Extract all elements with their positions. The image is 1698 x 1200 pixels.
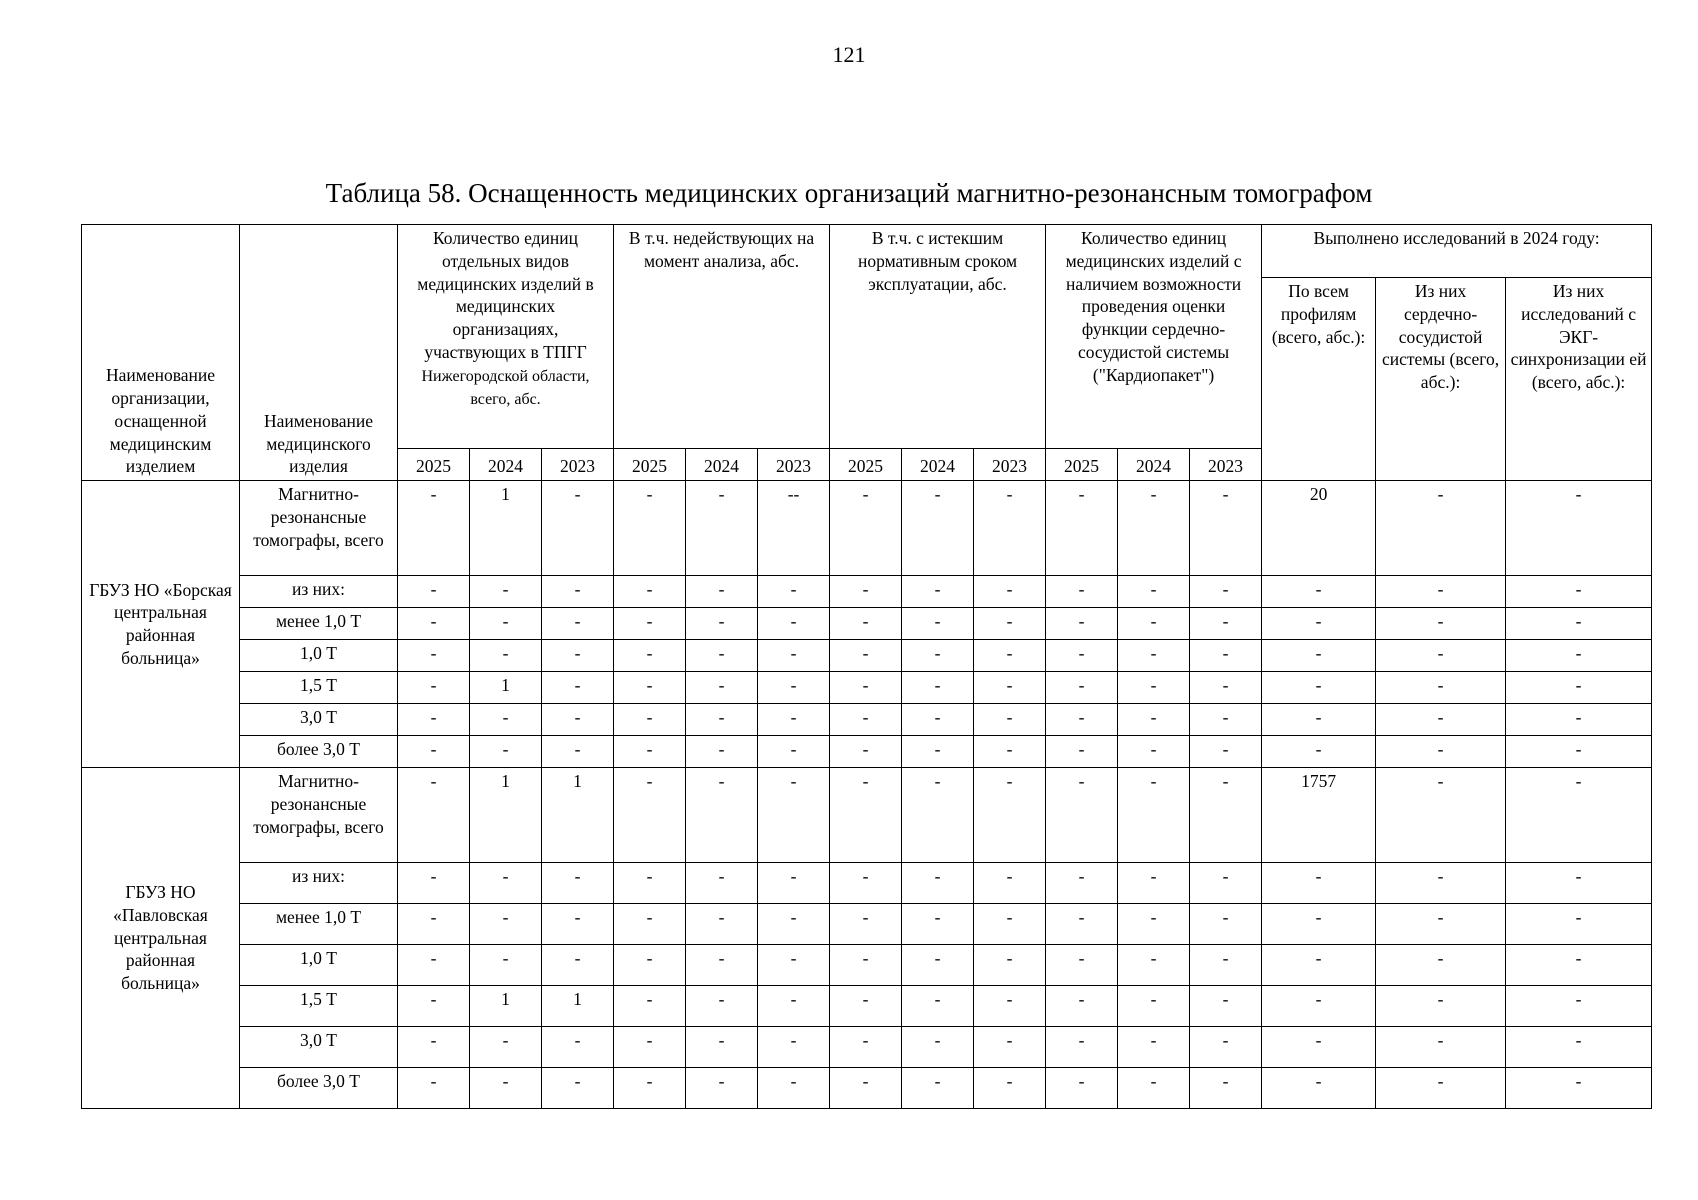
table-row — [82, 576, 1652, 608]
value-cell: - — [1118, 736, 1190, 768]
header-inactive: В т.ч. недействующих на момент анализа, абс. — [614, 225, 830, 449]
value-cell: - — [1506, 576, 1652, 608]
table-body — [82, 481, 1652, 1109]
value-cell: - — [902, 608, 974, 640]
year-cell: 2025 — [614, 449, 686, 481]
value-cell: - — [398, 904, 470, 945]
value-cell: - — [902, 704, 974, 736]
value-cell: - — [614, 904, 686, 945]
value-cell: - — [830, 768, 902, 863]
value-cell: - — [1046, 608, 1118, 640]
value-cell: - — [1046, 640, 1118, 672]
value-cell: - — [974, 736, 1046, 768]
value-cell: - — [614, 736, 686, 768]
value-cell: - — [758, 672, 830, 704]
header-studies-ecg: Из них исследований с ЭКГ-синхронизации ей (всего, абс.): — [1506, 278, 1652, 481]
value-cell: - — [1190, 704, 1262, 736]
value-cell: 1 — [470, 986, 542, 1027]
table-row — [82, 736, 1652, 768]
value-cell: - — [398, 1027, 470, 1068]
device-label-cell: 1,5 Т — [240, 672, 398, 704]
value-cell: - — [974, 481, 1046, 576]
value-cell: - — [974, 640, 1046, 672]
value-cell: - — [1118, 576, 1190, 608]
value-cell: - — [542, 736, 614, 768]
value-cell: - — [1262, 608, 1376, 640]
value-cell: - — [542, 704, 614, 736]
value-cell: - — [1506, 608, 1652, 640]
header-device: Наименование медицинского изделия — [240, 225, 398, 481]
value-cell: - — [470, 736, 542, 768]
value-cell: - — [974, 986, 1046, 1027]
device-label-cell: 3,0 Т — [240, 704, 398, 736]
value-cell: - — [902, 481, 974, 576]
value-cell: - — [542, 863, 614, 904]
value-cell: - — [1376, 863, 1506, 904]
header-studies-cardio: Из них сердечно-сосудистой системы (всего, абс.): — [1376, 278, 1506, 481]
org-name-cell: ГБУЗ НО «Павловская центральная районная больница» — [82, 768, 240, 1109]
value-cell: - — [1118, 863, 1190, 904]
value-cell: - — [1262, 904, 1376, 945]
value-cell: 1 — [470, 768, 542, 863]
value-cell: - — [1376, 640, 1506, 672]
value-cell: - — [470, 1027, 542, 1068]
value-cell: - — [542, 945, 614, 986]
value-cell: - — [902, 1027, 974, 1068]
value-cell: - — [1118, 986, 1190, 1027]
value-cell: - — [686, 986, 758, 1027]
value-cell: - — [1046, 945, 1118, 986]
year-cell: 2023 — [974, 449, 1046, 481]
value-cell: - — [758, 768, 830, 863]
value-cell: - — [1046, 986, 1118, 1027]
value-cell: - — [1376, 481, 1506, 576]
value-cell: - — [974, 576, 1046, 608]
value-cell: - — [398, 608, 470, 640]
value-cell: - — [1506, 863, 1652, 904]
value-cell: - — [398, 672, 470, 704]
value-cell: - — [758, 576, 830, 608]
device-label-cell: более 3,0 Т — [240, 736, 398, 768]
value-cell: - — [1506, 945, 1652, 986]
value-cell: - — [1506, 736, 1652, 768]
value-cell: - — [1376, 704, 1506, 736]
value-cell: - — [1376, 945, 1506, 986]
table-row — [82, 481, 1652, 576]
value-cell: - — [1118, 608, 1190, 640]
value-cell: - — [1118, 640, 1190, 672]
value-cell: - — [614, 863, 686, 904]
value-cell: - — [758, 863, 830, 904]
value-cell: - — [686, 1027, 758, 1068]
value-cell: - — [614, 672, 686, 704]
value-cell: - — [974, 768, 1046, 863]
year-cell: 2023 — [758, 449, 830, 481]
value-cell: - — [1046, 704, 1118, 736]
value-cell: - — [758, 945, 830, 986]
page-number: 121 — [832, 42, 866, 67]
table-title: Таблица 58. Оснащенность медицинских организаций магнитно-резонансным томографом — [325, 178, 1373, 208]
value-cell: - — [686, 945, 758, 986]
value-cell: - — [1262, 986, 1376, 1027]
value-cell: - — [686, 640, 758, 672]
value-cell: - — [830, 704, 902, 736]
value-cell: - — [1506, 1068, 1652, 1109]
value-cell: - — [686, 481, 758, 576]
value-cell: - — [1190, 608, 1262, 640]
value-cell: - — [614, 576, 686, 608]
value-cell: - — [902, 986, 974, 1027]
header-org: Наименование организации, оснащенной медицинским изделием — [82, 225, 240, 481]
value-cell: - — [902, 1068, 974, 1109]
table-row — [82, 1027, 1652, 1068]
value-cell: - — [1506, 672, 1652, 704]
value-cell: - — [614, 640, 686, 672]
table-row — [82, 904, 1652, 945]
value-cell: - — [1118, 1027, 1190, 1068]
value-cell: - — [542, 1027, 614, 1068]
value-cell: 20 — [1262, 481, 1376, 576]
value-cell: - — [1046, 904, 1118, 945]
value-cell: - — [1190, 904, 1262, 945]
value-cell: - — [1190, 1027, 1262, 1068]
equipment-table — [81, 224, 1652, 1109]
value-cell: - — [1118, 768, 1190, 863]
value-cell: - — [1262, 1068, 1376, 1109]
value-cell: - — [1506, 768, 1652, 863]
value-cell: - — [1190, 768, 1262, 863]
value-cell: - — [398, 1068, 470, 1109]
value-cell: - — [1376, 608, 1506, 640]
value-cell: - — [830, 1068, 902, 1109]
device-label-cell: менее 1,0 Т — [240, 608, 398, 640]
value-cell: - — [758, 608, 830, 640]
value-cell: - — [830, 576, 902, 608]
device-label-cell: из них: — [240, 863, 398, 904]
value-cell: - — [686, 704, 758, 736]
value-cell: - — [1506, 481, 1652, 576]
value-cell: - — [614, 704, 686, 736]
value-cell: - — [830, 904, 902, 945]
year-cell: 2023 — [1190, 449, 1262, 481]
value-cell: - — [1262, 736, 1376, 768]
value-cell: - — [542, 481, 614, 576]
value-cell: - — [902, 945, 974, 986]
value-cell: - — [1190, 863, 1262, 904]
value-cell: - — [830, 986, 902, 1027]
value-cell: - — [1262, 945, 1376, 986]
value-cell: - — [1046, 863, 1118, 904]
value-cell: - — [1376, 904, 1506, 945]
value-cell: - — [974, 704, 1046, 736]
value-cell: - — [902, 863, 974, 904]
year-cell: 2024 — [1118, 449, 1190, 481]
value-cell: - — [902, 576, 974, 608]
value-cell: - — [470, 576, 542, 608]
value-cell: - — [686, 736, 758, 768]
value-cell: - — [830, 608, 902, 640]
value-cell: - — [470, 1068, 542, 1109]
value-cell: - — [614, 608, 686, 640]
value-cell: - — [1190, 640, 1262, 672]
value-cell: - — [1046, 576, 1118, 608]
value-cell: - — [470, 945, 542, 986]
year-cell: 2025 — [398, 449, 470, 481]
value-cell: - — [1506, 704, 1652, 736]
value-cell: - — [758, 904, 830, 945]
value-cell: - — [1046, 736, 1118, 768]
header-studies-all: По всем профилям (всего, абс.): — [1262, 278, 1376, 481]
year-cell: 2025 — [830, 449, 902, 481]
value-cell: - — [902, 672, 974, 704]
value-cell: - — [1262, 672, 1376, 704]
year-cell: 2024 — [902, 449, 974, 481]
value-cell: - — [902, 640, 974, 672]
value-cell: - — [1046, 672, 1118, 704]
value-cell: - — [398, 736, 470, 768]
value-cell: - — [542, 672, 614, 704]
value-cell: - — [974, 1068, 1046, 1109]
device-label-cell: Магнитно-резонансные томографы, всего — [240, 481, 398, 576]
device-label-cell: менее 1,0 Т — [240, 904, 398, 945]
org-name-cell: ГБУЗ НО «Борская центральная районная больница» — [82, 481, 240, 768]
value-cell: - — [1376, 1027, 1506, 1068]
value-cell: - — [1190, 481, 1262, 576]
value-cell: - — [1376, 736, 1506, 768]
value-cell: - — [1190, 576, 1262, 608]
value-cell: - — [398, 576, 470, 608]
value-cell: - — [974, 608, 1046, 640]
table-row — [82, 986, 1652, 1027]
value-cell: - — [1376, 1068, 1506, 1109]
value-cell: - — [1190, 672, 1262, 704]
value-cell: - — [542, 1068, 614, 1109]
value-cell: - — [1046, 1027, 1118, 1068]
value-cell: - — [1262, 576, 1376, 608]
value-cell: - — [830, 736, 902, 768]
value-cell: - — [1506, 640, 1652, 672]
value-cell: - — [1118, 704, 1190, 736]
value-cell: - — [1376, 768, 1506, 863]
year-cell: 2025 — [1046, 449, 1118, 481]
value-cell: - — [1118, 481, 1190, 576]
value-cell: 1 — [470, 672, 542, 704]
value-cell: 1 — [470, 481, 542, 576]
value-cell: - — [830, 672, 902, 704]
value-cell: - — [1190, 945, 1262, 986]
value-cell: - — [614, 1027, 686, 1068]
value-cell: - — [1118, 672, 1190, 704]
value-cell: - — [398, 704, 470, 736]
table-row — [82, 945, 1652, 986]
header-total-units-main: Количество единиц отдельных видов медицинских изделий в медицинских организациях, участвующих в ТПГГ — [417, 228, 594, 362]
value-cell: - — [1262, 640, 1376, 672]
value-cell: - — [1190, 1068, 1262, 1109]
value-cell: - — [542, 640, 614, 672]
value-cell: - — [398, 986, 470, 1027]
value-cell: - — [1190, 736, 1262, 768]
value-cell: - — [1506, 986, 1652, 1027]
value-cell: - — [542, 608, 614, 640]
value-cell: - — [686, 608, 758, 640]
value-cell: - — [1046, 768, 1118, 863]
value-cell: - — [1506, 904, 1652, 945]
value-cell: - — [974, 863, 1046, 904]
table-row — [82, 608, 1652, 640]
value-cell: - — [398, 863, 470, 904]
table-row — [82, 672, 1652, 704]
value-cell: - — [686, 904, 758, 945]
value-cell: - — [1376, 672, 1506, 704]
device-label-cell: из них: — [240, 576, 398, 608]
value-cell: - — [1046, 1068, 1118, 1109]
header-studies-2024: Выполнено исследований в 2024 году: — [1262, 225, 1652, 278]
value-cell: - — [1118, 945, 1190, 986]
value-cell: - — [1506, 1027, 1652, 1068]
device-label-cell: более 3,0 Т — [240, 1068, 398, 1109]
value-cell: - — [758, 736, 830, 768]
value-cell: - — [974, 1027, 1046, 1068]
value-cell: - — [614, 768, 686, 863]
value-cell: - — [614, 945, 686, 986]
value-cell: -- — [758, 481, 830, 576]
device-label-cell: 1,0 Т — [240, 640, 398, 672]
value-cell: - — [686, 576, 758, 608]
device-label-cell: Магнитно-резонансные томографы, всего — [240, 768, 398, 863]
value-cell: - — [902, 736, 974, 768]
value-cell: - — [1046, 481, 1118, 576]
value-cell: - — [398, 768, 470, 863]
value-cell: - — [974, 904, 1046, 945]
value-cell: - — [902, 768, 974, 863]
table-row — [82, 640, 1652, 672]
value-cell: - — [1376, 576, 1506, 608]
header-expired: В т.ч. с истекшим нормативным сроком эксплуатации, абс. — [830, 225, 1046, 449]
value-cell: - — [758, 640, 830, 672]
value-cell: - — [974, 672, 1046, 704]
value-cell: - — [830, 945, 902, 986]
value-cell: - — [830, 863, 902, 904]
value-cell: - — [686, 768, 758, 863]
value-cell: - — [470, 863, 542, 904]
value-cell: - — [686, 672, 758, 704]
value-cell: - — [686, 863, 758, 904]
table-header — [82, 225, 1652, 481]
year-cell: 2024 — [686, 449, 758, 481]
value-cell: - — [1262, 1027, 1376, 1068]
value-cell: 1 — [542, 986, 614, 1027]
value-cell: - — [1118, 904, 1190, 945]
value-cell: - — [974, 945, 1046, 986]
table-row — [82, 768, 1652, 863]
value-cell: - — [470, 608, 542, 640]
value-cell: - — [398, 481, 470, 576]
value-cell: 1 — [542, 768, 614, 863]
device-label-cell: 1,5 Т — [240, 986, 398, 1027]
value-cell: - — [758, 986, 830, 1027]
value-cell: - — [830, 1027, 902, 1068]
value-cell: - — [1118, 1068, 1190, 1109]
header-cardiopack: Количество единиц медицинских изделий с наличием возможности проведения оценки функции сердечно-сосудистой системы ("Кардиопакет") — [1046, 225, 1262, 449]
value-cell: - — [470, 640, 542, 672]
table-row — [82, 863, 1652, 904]
value-cell: - — [398, 640, 470, 672]
value-cell: - — [1376, 986, 1506, 1027]
header-total-units — [398, 225, 614, 449]
year-cell: 2024 — [470, 449, 542, 481]
device-label-cell: 3,0 Т — [240, 1027, 398, 1068]
value-cell: - — [830, 481, 902, 576]
value-cell: - — [758, 1027, 830, 1068]
value-cell: - — [542, 576, 614, 608]
value-cell: - — [1262, 863, 1376, 904]
value-cell: - — [1190, 986, 1262, 1027]
value-cell: - — [830, 640, 902, 672]
table-row — [82, 1068, 1652, 1109]
year-cell: 2023 — [542, 449, 614, 481]
value-cell: - — [758, 704, 830, 736]
device-label-cell: 1,0 Т — [240, 945, 398, 986]
table-row — [82, 704, 1652, 736]
value-cell: - — [470, 704, 542, 736]
value-cell: - — [686, 1068, 758, 1109]
value-cell: - — [542, 904, 614, 945]
value-cell: - — [1262, 704, 1376, 736]
value-cell: 1757 — [1262, 768, 1376, 863]
header-total-units-sub: Нижегородской области, всего, абс. — [421, 367, 590, 409]
value-cell: - — [398, 945, 470, 986]
value-cell: - — [614, 481, 686, 576]
value-cell: - — [902, 904, 974, 945]
value-cell: - — [614, 986, 686, 1027]
value-cell: - — [470, 904, 542, 945]
value-cell: - — [614, 1068, 686, 1109]
value-cell: - — [758, 1068, 830, 1109]
